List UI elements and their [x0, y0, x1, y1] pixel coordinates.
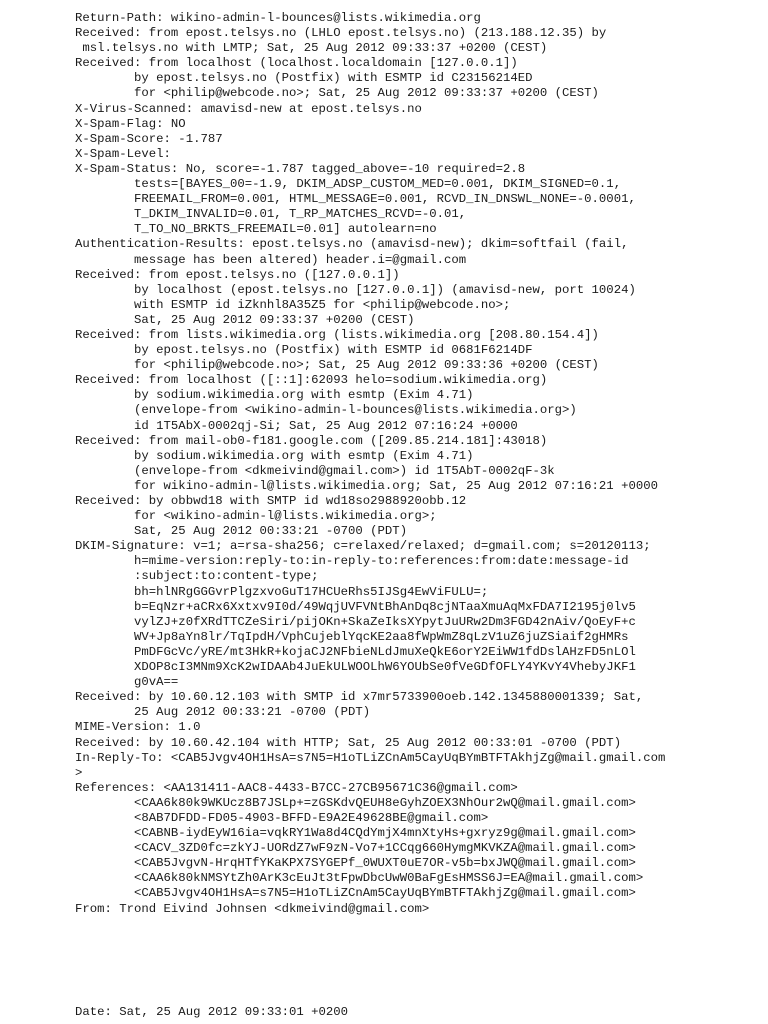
header-line: X-Virus-Scanned: amavisd-new at epost.telsys.no [75, 101, 422, 116]
header-line: h=mime-version:reply-to:in-reply-to:references:from:date:message-id [75, 554, 629, 569]
date-header-line: Date: Sat, 25 Aug 2012 09:33:01 +0200 [75, 1005, 349, 1019]
header-line: X-Spam-Flag: NO [75, 116, 186, 131]
header-line: Received: by 10.60.42.104 with HTTP; Sat, 25 Aug 2012 00:33:01 -0700 (PDT) [75, 735, 622, 750]
header-line: Sat, 25 Aug 2012 00:33:21 -0700 (PDT) [75, 524, 408, 539]
header-line: <8AB7DFDD-FD05-4903-BFFD-E9A2E49628BE@gmail.com> [75, 810, 489, 825]
header-line: Received: from localhost ([::1]:62093 helo=sodium.wikimedia.org) [75, 373, 548, 388]
header-line: <CAA6k80k9WKUcz8B7JSLp+=zGSKdvQEUH8eGyhZOEX3NhOur2wQ@mail.gmail.com> [75, 795, 636, 810]
header-line: vylZJ+z0fXRdTTCZeSiri/pijOKn+SkaZeIksXYpytJuURw2Dm3FGD42nAiv/QoEyF+c [75, 614, 636, 629]
header-line: msl.telsys.no with LMTP; Sat, 25 Aug 2012 09:33:37 +0200 (CEST) [75, 41, 548, 56]
header-line: by epost.telsys.no (Postfix) with ESMTP id 0681F6214DF [75, 343, 533, 358]
header-line: <CACV_3ZD0fc=zkYJ-UORdZ7wF9zN-Vo7+1CCqg660HymgMKVKZA@mail.gmail.com> [75, 841, 636, 856]
header-line: bh=hlNRgGGGvrPlgzxvoGuT17HCUeRhs5IJSg4EwViFULU=; [75, 584, 489, 599]
header-line: :subject:to:content-type; [75, 569, 319, 584]
header-line: PmDFGcVc/yRE/mt3HkR+kojaCJ2NFbieNLdJmuXeQkE6orY2EiWW1fdDslAHzFD5nLOl [75, 644, 636, 659]
header-line: for <philip@webcode.no>; Sat, 25 Aug 2012 09:33:37 +0200 (CEST) [75, 86, 599, 101]
header-line: Authentication-Results: epost.telsys.no (amavisd-new); dkim=softfail (fail, [75, 237, 629, 252]
header-line: Return-Path: wikino-admin-l-bounces@lists.wikimedia.org [75, 11, 481, 25]
header-line: T_TO_NO_BRKTS_FREEMAIL=0.01] autolearn=no [75, 222, 437, 237]
header-line: <CAA6k80kNMSYtZh0ArK3cEuJt3tFpwDbcUwW0BaFgEsHMSS6J=EA@mail.gmail.com> [75, 871, 644, 886]
header-line: FREEMAIL_FROM=0.001, HTML_MESSAGE=0.001, RCVD_IN_DNSWL_NONE=-0.0001, [75, 192, 636, 207]
header-line: X-Spam-Score: -1.787 [75, 131, 223, 146]
header-line: Received: by obbwd18 with SMTP id wd18so2988920obb.12 [75, 494, 467, 508]
header-line: tests=[BAYES_00=-1.9, DKIM_ADSP_CUSTOM_MED=0.001, DKIM_SIGNED=0.1, [75, 177, 622, 192]
header-line: XDOP8cI3MNm9XcK2wIDAAb4JuEkULWOOLhW6YOUbSe0fVeGDfOFLY4YKvY4VhebyJKF1 [75, 660, 636, 675]
header-line: for <wikino-admin-l@lists.wikimedia.org>; [75, 509, 437, 524]
header-line: <CAB5JvgvN-HrqHTfYKaKPX7SYGEPf_0WUXT0uE7OR-v5b=bxJWQ@mail.gmail.com> [75, 856, 636, 871]
header-line: Received: from localhost (localhost.localdomain [127.0.0.1]) [75, 56, 518, 71]
header-line: Received: from lists.wikimedia.org (lists.wikimedia.org [208.80.154.4]) [75, 327, 599, 342]
header-line: <CAB5Jvgv4OH1HsA=s7N5=H1oTLiZCnAm5CayUqBYmBTFTAkhjZg@mail.gmail.com> [75, 886, 636, 901]
header-line: by localhost (epost.telsys.no [127.0.0.1]) (amavisd-new, port 10024) [75, 282, 636, 297]
header-line: g0vA== [75, 675, 179, 690]
header-line: with ESMTP id iZknhl8A35Z5 for <philip@webcode.no>; [75, 297, 511, 312]
header-line: WV+Jp8aYn8lr/TqIpdH/VphCujeblYqcKE2aa8fWpWmZ8qLzV1uZ6juZSiaif2gHMRs [75, 629, 629, 644]
header-line: X-Spam-Level: [75, 146, 171, 161]
header-line: (envelope-from <wikino-admin-l-bounces@lists.wikimedia.org>) [75, 403, 577, 418]
header-line: by sodium.wikimedia.org with esmtp (Exim 4.71) [75, 448, 474, 463]
header-line: for <philip@webcode.no>; Sat, 25 Aug 2012 09:33:36 +0200 (CEST) [75, 358, 599, 373]
header-line: DKIM-Signature: v=1; a=rsa-sha256; c=relaxed/relaxed; d=gmail.com; s=20120113; [75, 539, 651, 554]
header-line: In-Reply-To: <CAB5Jvgv4OH1HsA=s7N5=H1oTLiZCnAm5CayUqBYmBTFTAkhjZg@mail.gmail.com [75, 750, 666, 765]
header-line: by epost.telsys.no (Postfix) with ESMTP id C23156214ED [75, 71, 533, 86]
header-line: From: Trond Eivind Johnsen <dkmeivind@gmail.com> [75, 901, 430, 916]
header-line: <CABNB-iydEyW16ia=vqkRY1Wa8d4CQdYmjX4mnXtyHs+gxryz9g@mail.gmail.com> [75, 826, 636, 841]
header-line: for wikino-admin-l@lists.wikimedia.org; Sat, 25 Aug 2012 07:16:21 +0000 [75, 478, 658, 493]
header-line: 25 Aug 2012 00:33:21 -0700 (PDT) [75, 705, 371, 720]
header-line: X-Spam-Status: No, score=-1.787 tagged_above=-10 required=2.8 [75, 161, 526, 176]
header-line: (envelope-from <dkmeivind@gmail.com>) id 1T5AbT-0002qF-3k [75, 463, 555, 478]
header-line: MIME-Version: 1.0 [75, 720, 201, 735]
header-line: Sat, 25 Aug 2012 09:33:37 +0200 (CEST) [75, 312, 415, 327]
header-line: T_DKIM_INVALID=0.01, T_RP_MATCHES_RCVD=-0.01, [75, 207, 467, 222]
header-line: message has been altered) header.i=@gmail.com [75, 252, 467, 267]
header-line: Received: from mail-ob0-f181.google.com ([209.85.214.181]:43018) [75, 433, 548, 448]
header-line: by sodium.wikimedia.org with esmtp (Exim 4.71) [75, 388, 474, 403]
email-header-block [75, 11, 765, 917]
header-line: id 1T5AbX-0002qj-Si; Sat, 25 Aug 2012 07:16:24 +0000 [75, 418, 518, 433]
header-line: Received: from epost.telsys.no (LHLO epost.telsys.no) (213.188.12.35) by [75, 26, 607, 41]
header-line: Received: by 10.60.12.103 with SMTP id x7mr5733900oeb.142.1345880001339; Sat, [75, 690, 644, 705]
header-line: > [75, 765, 83, 780]
header-line: b=EqNzr+aCRx6Xxtxv9I0d/49WqjUVFVNtBhAnDq8cjNTaaXmuAqMxFDA7I2195j0lv5 [75, 599, 636, 614]
header-line: References: <AA131411-AAC8-4433-B7CC-27CB95671C36@gmail.com> [75, 780, 518, 795]
header-line: Received: from epost.telsys.no ([127.0.0.1]) [75, 267, 400, 282]
